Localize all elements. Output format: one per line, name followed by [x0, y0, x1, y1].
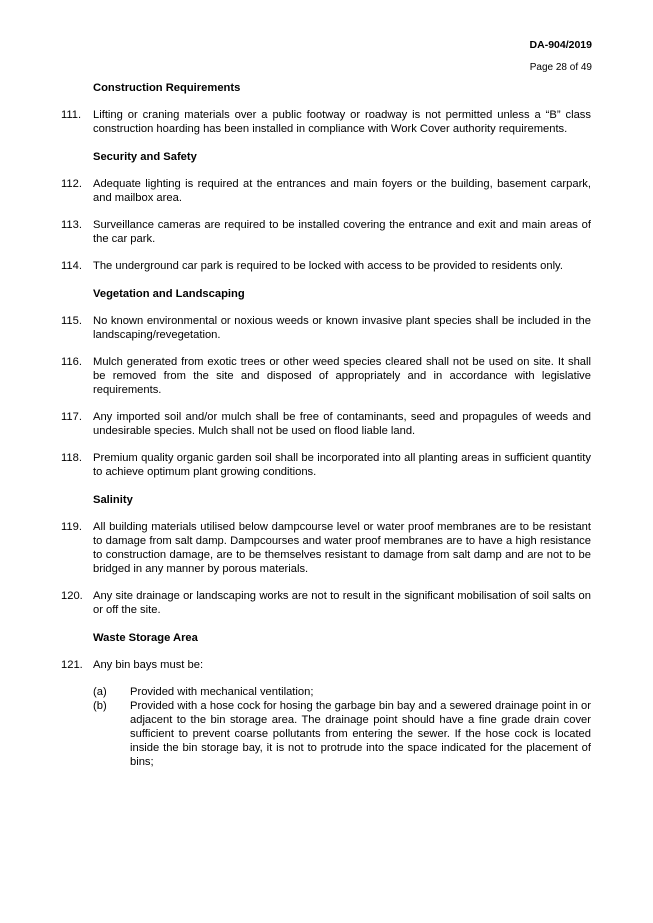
condition-number: 114. — [61, 260, 82, 272]
condition-item — [61, 355, 591, 397]
condition-text: All building materials utilised below dampcourse level or water proof membranes are to be resistant to damage from salt damp. Dampcourses and water proof membranes are to have a high resistance to construction damage, are to be themselves resistant to damage from salt damp and are not to be bridged in any manner by porous materials. — [93, 521, 591, 575]
condition-item — [61, 177, 591, 205]
condition-text: Any site drainage or landscaping works are not to result in the significant mobilisation of soil salts on or off the site. — [93, 590, 591, 616]
section-heading: Salinity — [93, 494, 133, 506]
condition-text: Mulch generated from exotic trees or other weed species cleared shall not be used on site. It shall be removed from the site and disposed of appropriately and in accordance with legislative requirements. — [93, 356, 591, 396]
condition-text: Any imported soil and/or mulch shall be free of contaminants, seed and propagules of weeds and undesirable species. Mulch shall not be used on flood liable land. — [93, 411, 591, 437]
sub-item — [93, 685, 591, 699]
condition-number: 111. — [61, 109, 82, 121]
document-id: DA-904/2019 — [529, 39, 592, 51]
condition-number: 119. — [61, 521, 82, 533]
section-heading: Waste Storage Area — [93, 632, 198, 644]
sub-item-label: (b) — [93, 700, 107, 712]
condition-item — [61, 314, 591, 342]
condition-text: No known environmental or noxious weeds or known invasive plant species shall be included in the landscaping/revegetation. — [93, 315, 591, 341]
condition-number: 120. — [61, 590, 83, 602]
condition-text: Lifting or craning materials over a public footway or roadway is not permitted unless a “B” class construction hoarding has been installed in compliance with Work Cover authority requirements. — [93, 109, 591, 135]
sub-item-text: Provided with a hose cock for hosing the garbage bin bay and a sewered drainage point in or adjacent to the bin storage area. The drainage point should have a fine grade drain cover sufficient to prevent coarse pollutants from entering the sewer. If the hose cock is located inside the bin storage bay, it is not to protrude into the space indicated for the placement of bins; — [130, 700, 591, 768]
condition-item — [61, 589, 591, 617]
condition-number: 113. — [61, 219, 82, 231]
condition-item — [61, 658, 591, 672]
page-number: Page 28 of 49 — [529, 62, 592, 73]
condition-number: 112. — [61, 178, 82, 190]
document-body — [61, 81, 591, 769]
condition-number: 115. — [61, 315, 82, 327]
condition-number: 117. — [61, 411, 82, 423]
condition-item — [61, 520, 591, 576]
sub-item-label: (a) — [93, 686, 107, 698]
condition-item — [61, 451, 591, 479]
condition-number: 121. — [61, 659, 83, 671]
condition-text: Premium quality organic garden soil shall be incorporated into all planting areas in sufficient quantity to achieve optimum plant growing conditions. — [93, 452, 591, 478]
condition-text: The underground car park is required to be locked with access to be provided to residents only. — [93, 260, 563, 272]
condition-text: Surveillance cameras are required to be installed covering the entrance and exit and main areas of the car park. — [93, 219, 591, 245]
condition-item — [61, 259, 591, 273]
section-heading: Vegetation and Landscaping — [93, 288, 245, 300]
sub-item-text: Provided with mechanical ventilation; — [130, 686, 314, 698]
condition-number: 116. — [61, 356, 82, 368]
condition-text: Adequate lighting is required at the entrances and main foyers or the building, basement carpark, and mailbox area. — [93, 178, 591, 204]
condition-number: 118. — [61, 452, 82, 464]
sub-item — [93, 699, 591, 769]
condition-item — [61, 410, 591, 438]
condition-text: Any bin bays must be: — [93, 659, 204, 671]
condition-item — [61, 218, 591, 246]
section-heading: Construction Requirements — [93, 82, 241, 94]
condition-item — [61, 108, 591, 136]
section-heading: Security and Safety — [93, 151, 197, 163]
